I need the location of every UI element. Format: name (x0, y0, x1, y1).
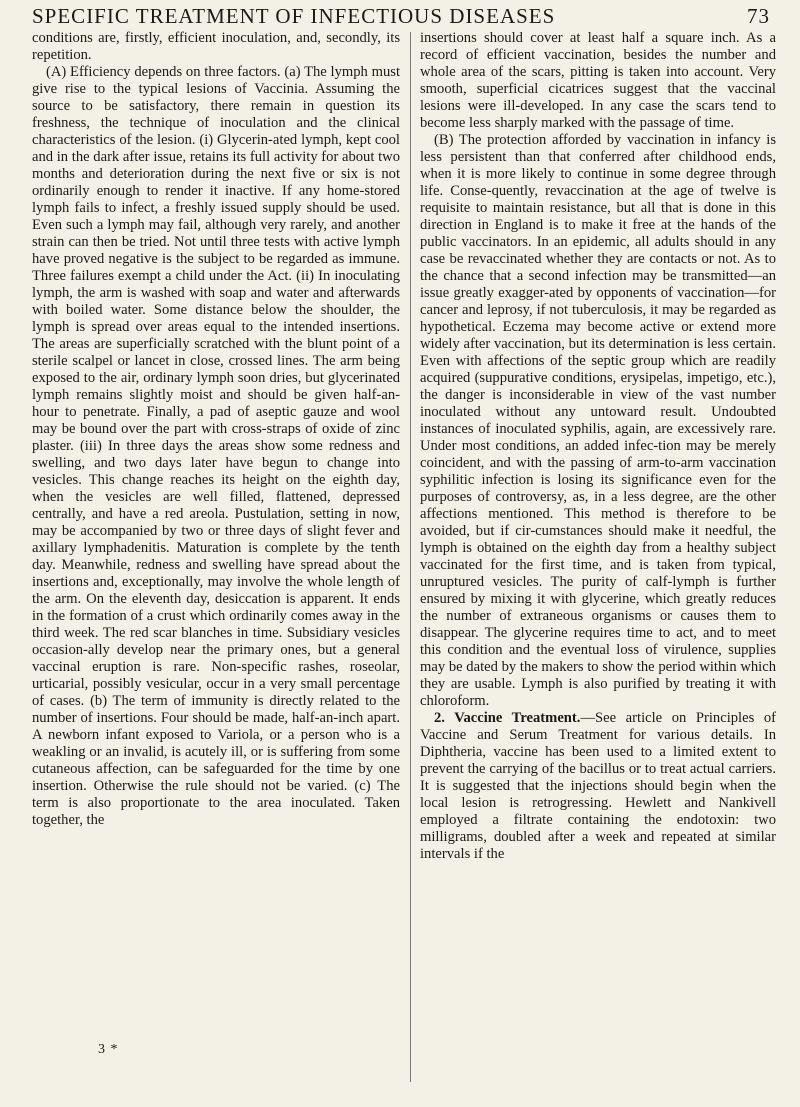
left-paragraph-2: (A) Efficiency depends on three factors. (a) The lymph must give rise to the typical lesions of Vaccinia. Assuming the source to be satisfactory, there remain in question its freshness, the technique of inoculation and the clinical characteristics of the lesion. (i) Glycerin-ated lymph, kept cool and in the dark after issue, retains its full activity for about two months and deterioration during the next five or six is not ordinarily enough to render it inactive. If any home-stored lymph fails to infect, a freshly issued supply should be used. Even such a lymph may fail, although very rarely, and another strain can then be tried. Not until three tests with active lymph have proved negative is the subject to be regarded as immune. Three failures exempt a child under the Act. (ii) In inoculating lymph, the arm is washed with soap and water and afterwards with boiled water. Some distance below the shoulder, the lymph is spread over areas equal to the intended insertions. The areas are superficially scratched with the blunt point of a sterile scalpel or lancet in close, crossed lines. The arm being exposed to the air, ordinary lymph soon dries, but glycerinated lymph remains slightly moist and should be given half-an-hour to penetrate. Finally, a pad of aseptic gauze and wool may be bound over the part with cross-straps of oxide of zinc plaster. (iii) In three days the areas show some redness and swelling, and two days later have begun to change into vesicles. This change reaches its height on the eighth day, when the vesicles are well filled, flattened, depressed centrally, and have a red areola. Pustulation, setting in now, may be accompanied by two or three days of slight fever and axillary lymphadenitis. Maturation is complete by the tenth day. Meanwhile, redness and swelling have spread about the insertions and, exceptionally, may involve the whole length of the arm. On the eleventh day, desiccation is apparent. It ends in the formation of a crust which ordinarily comes away in the third week. The red scar blanches in time. Subsidiary vesicles occasion-ally develop near the primary ones, but a general vaccinal eruption is rare. Non-specific rashes, roseolar, urticarial, possibly vesicular, occur in a very small percentage of cases. (b) The term of immunity is directly related to the number of insertions. Four should be made, half-an-inch apart. A newborn infant exposed to Variola, or a person who is a weakling or an invalid, is acutely ill, or is suffering from some cutaneous affection, can be safeguarded for the time by one insertion. Otherwise the rule should not be varied. (c) The term is also proportionate to the area inoculated. Taken together, the (32, 64, 400, 828)
right-paragraph-1: insertions should cover at least half a square inch. As a record of efficient vaccination, besides the number and whole area of the scars, pitting is taken into account. Very smooth, superficial cicatrices suggest that the vaccinal lesions were ill-developed. In any case the scars tend to become less sharply marked with the passage of time. (420, 30, 776, 131)
running-title: SPECIFIC TREATMENT OF INFECTIOUS DISEASES (32, 4, 556, 28)
page-number: 73 (747, 4, 770, 28)
running-header (32, 4, 770, 32)
section-body: —See article on Principles of Vaccine and Serum Treatment for various details. In Diphtheria, vaccine has been used to a limited extent to prevent the carrying of the bacillus or to treat actual carriers. It is suggested that the injections should begin when the local lesion is retrogressing. Hewlett and Nankivell employed a filtrate containing the endotoxin: two milligrams, doubled after a week and repeated at similar intervals if the (420, 710, 776, 862)
right-paragraph-3 (420, 710, 776, 863)
left-paragraph-1: conditions are, firstly, efficient inoculation, and, secondly, its repetition. (32, 30, 400, 63)
right-paragraph-2: (B) The protection afforded by vaccination in infancy is less persistent than that conferred after childhood ends, when it is more likely to continue in some degree through life. Conse-quently, revaccination at the age of twelve is requisite to maintain resistance, but all that is done in this direction in England is to make it free at the hands of the public vaccinators. In an epidemic, all adults should in any case be revaccinated whether they are contacts or not. As to the chance that a second infection may be transmitted—an issue greatly exagger-ated by opponents of vaccination—for cancer and leprosy, if not tuberculosis, it may be regarded as hypothetical. Eczema may become active or extend more widely after vaccination, but its determination is less certain. Even with affections of the septic group which are readily acquired (suppurative conditions, erysipelas, impetigo, etc.), the danger is inconsiderable in view of the vast number inoculated without any untoward result. Undoubted instances of inoculated syphilis, again, are excessively rare. Under most conditions, an added infec-tion may be merely coincident, and with the passing of arm-to-arm vaccination syphilitic infection is losing its significance even for the purposes of controversy, as, in a less degree, are the other affections mentioned. This method is therefore to be avoided, but if cir-cumstances should make it needful, the lymph is obtained on the eighth day from a healthy subject vaccinated for the first time, and is taken from typical, unruptured vesicles. The purity of calf-lymph is further ensured by mixing it with glycerine, which greatly reduces the number of extraneous organisms or causes them to disappear. The glycerine requires time to act, and to meet this condition and the eventual loss of virulence, supplies may be dated by the makers to show the period within which they are usable. Lymph is also purified by treating it with chloroform. (420, 132, 776, 709)
signature-mark: 3 * (98, 1042, 119, 1057)
left-column (32, 30, 400, 1060)
section-heading: 2. Vaccine Treatment. (434, 710, 581, 726)
column-divider (410, 32, 411, 1082)
right-column (420, 30, 776, 1060)
